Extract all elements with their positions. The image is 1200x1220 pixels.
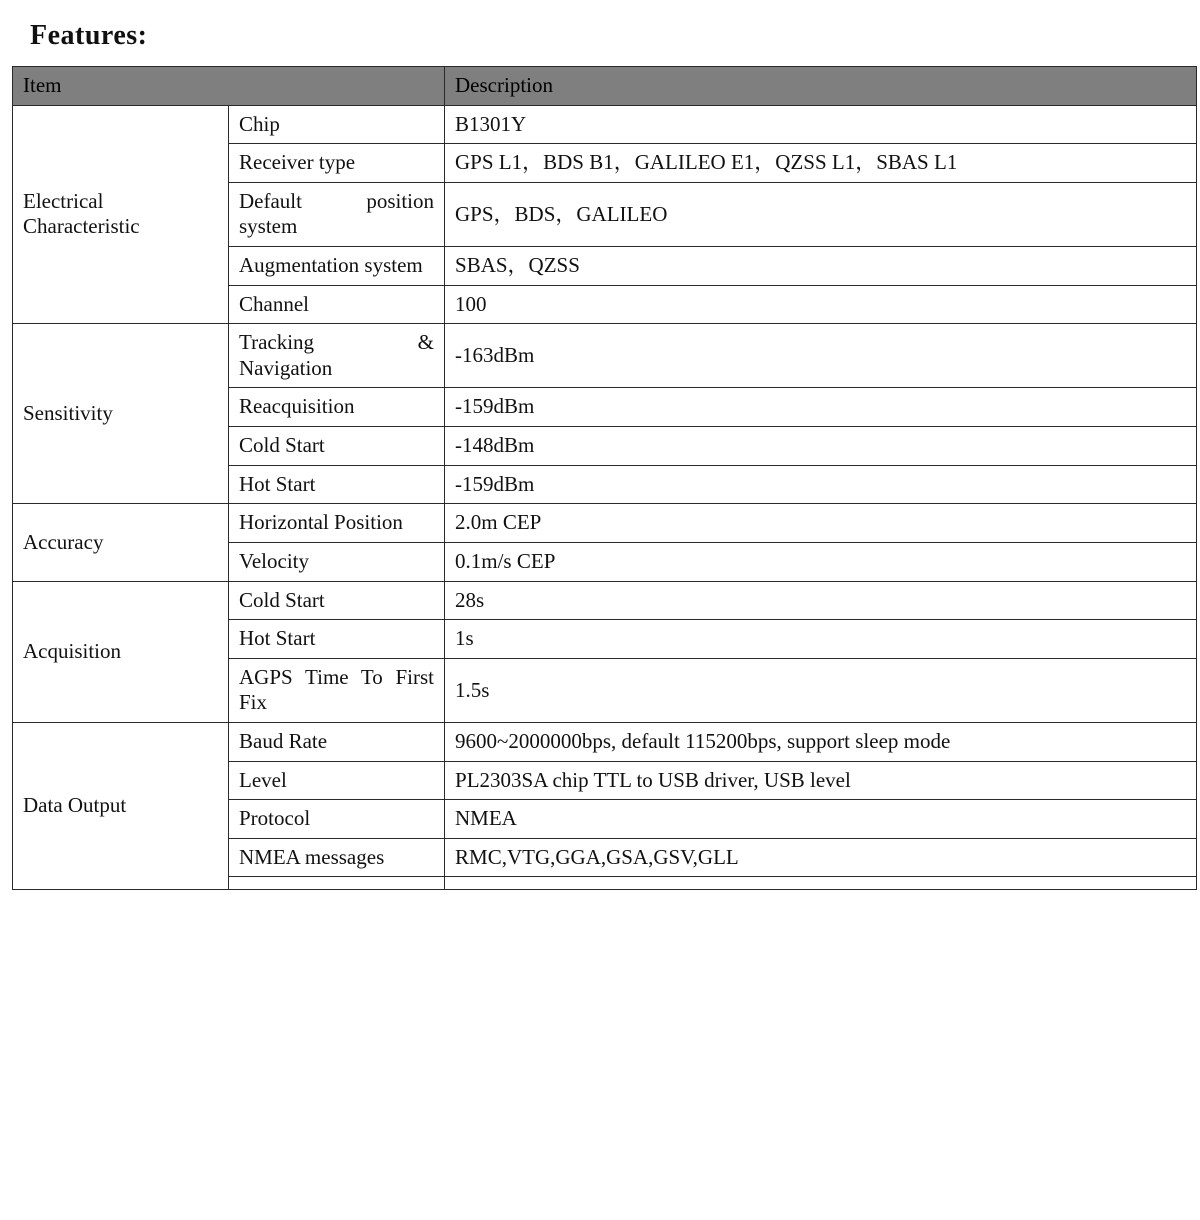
row-value: 9600~2000000bps, default 115200bps, support sleep mode [445,722,1197,761]
table-row [13,722,1197,761]
row-label: Hot Start [229,465,445,504]
row-label: NMEA messages [229,838,445,877]
row-value: SBAS，QZSS [445,247,1197,286]
row-label [229,877,445,890]
row-label: Reacquisition [229,388,445,427]
row-label: Level [229,761,445,800]
row-label: Cold Start [229,427,445,466]
row-value: NMEA [445,800,1197,839]
row-value: 1.5s [445,658,1197,722]
column-header-item: Item [13,67,445,106]
table-header [13,67,1197,106]
row-value: PL2303SA chip TTL to USB driver, USB level [445,761,1197,800]
table-row [13,581,1197,620]
table-row [13,324,1197,388]
row-label: Cold Start [229,581,445,620]
row-label: Velocity [229,542,445,581]
row-value: 0.1m/s CEP [445,542,1197,581]
row-value: 28s [445,581,1197,620]
row-value: -148dBm [445,427,1197,466]
row-value: B1301Y [445,105,1197,144]
group-label: Sensitivity [13,324,229,504]
table-row [13,504,1197,543]
column-header-description: Description [445,67,1197,106]
row-value: RMC,VTG,GGA,GSA,GSV,GLL [445,838,1197,877]
row-value: GPS L1，BDS B1，GALILEO E1，QZSS L1，SBAS L1 [445,144,1197,183]
row-label: Protocol [229,800,445,839]
table-header-row [13,67,1197,106]
row-label: Default position system [229,182,445,246]
row-value: -159dBm [445,465,1197,504]
row-label: Receiver type [229,144,445,183]
row-label: Channel [229,285,445,324]
group-label: Accuracy [13,504,229,581]
row-value: 100 [445,285,1197,324]
row-value [445,877,1197,890]
row-value: 1s [445,620,1197,659]
row-label: Tracking & Navigation [229,324,445,388]
row-value: 2.0m CEP [445,504,1197,543]
row-value: -163dBm [445,324,1197,388]
row-label: AGPS Time To First Fix [229,658,445,722]
row-value: GPS，BDS，GALILEO [445,182,1197,246]
group-label: Acquisition [13,581,229,722]
group-label: Data Output [13,722,229,889]
table-row [13,105,1197,144]
specifications-table [12,66,1197,890]
row-label: Horizontal Position [229,504,445,543]
row-label: Hot Start [229,620,445,659]
document-page [0,20,1200,1220]
row-label: Baud Rate [229,722,445,761]
group-label: Electrical Characteristic [13,105,229,324]
page-title: Features: [30,20,148,51]
row-label: Augmentation system [229,247,445,286]
table-body [13,105,1197,890]
row-label: Chip [229,105,445,144]
row-value: -159dBm [445,388,1197,427]
